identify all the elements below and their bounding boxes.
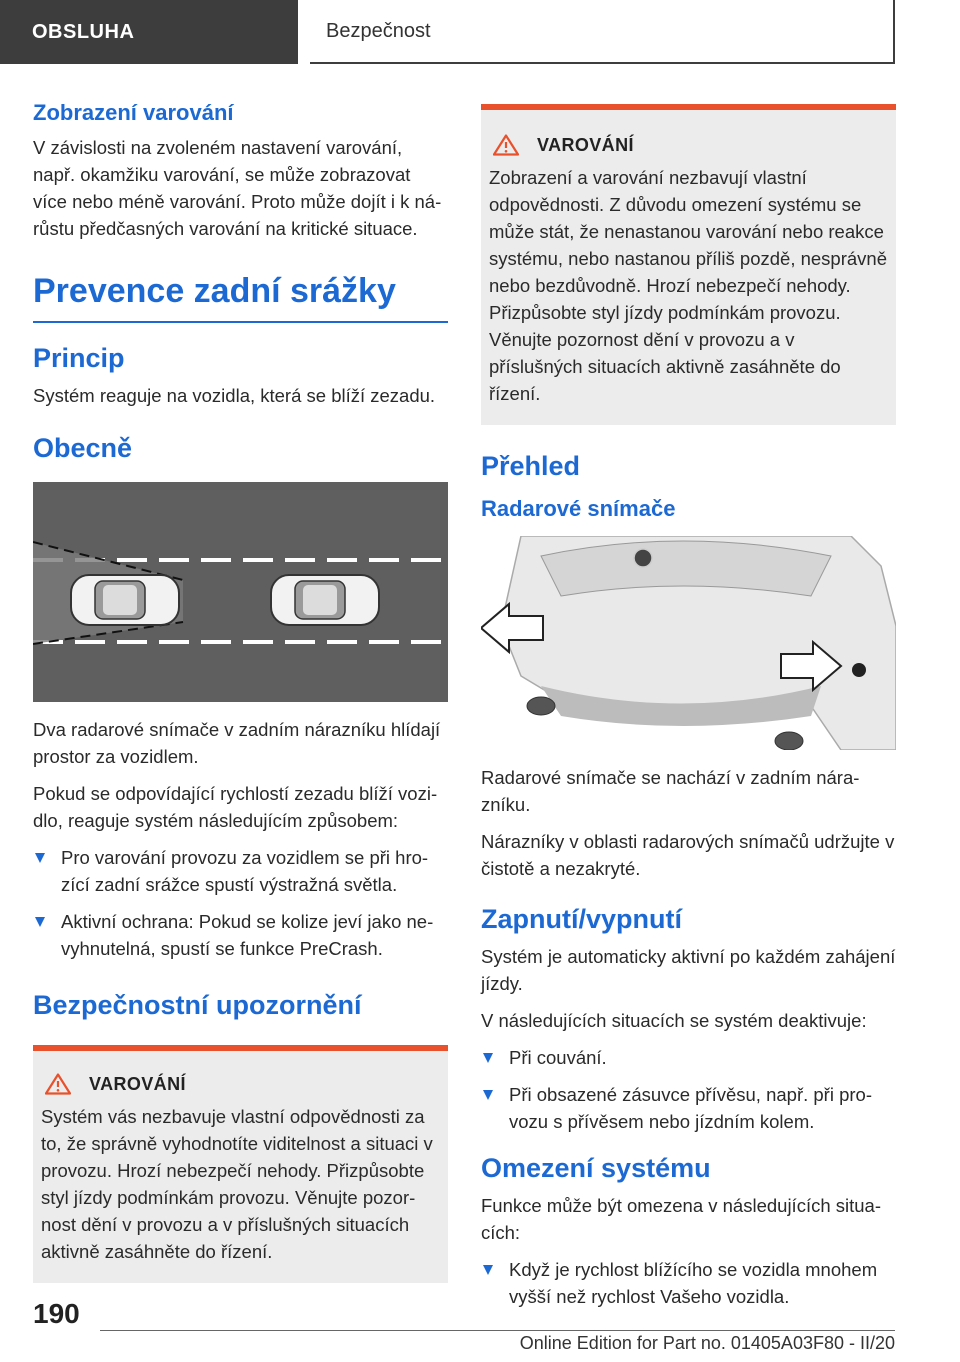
figure-caption: Dva radarové snímače v zadním nárazníku hlídají prostor za vozidlem. [33, 719, 441, 767]
warning-box [33, 1045, 448, 1283]
bullet-triangle-icon [483, 1053, 493, 1063]
rear-collision-diagram [33, 482, 448, 702]
bullet-triangle-icon [35, 853, 45, 863]
list-item: Při obsazené zásuvce přívěsu, např. při provozu s přívěsem nebo jízdním kolem. [481, 1081, 896, 1135]
overview-heading: Přehled [481, 451, 581, 481]
page-number: 190 [33, 1298, 80, 1329]
rear-bumper-diagram [481, 536, 896, 750]
footer-divider [100, 1330, 895, 1331]
radar-heading: Radarové snímače [481, 496, 676, 521]
safety-heading: Bezpečnostní upozornění [33, 990, 362, 1020]
general-heading: Obecně [33, 433, 133, 463]
list-item: Aktivní ochrana: Pokud se kolize jeví jako nevyhnutelná, spustí se funkce PreCrash. [33, 908, 448, 962]
limits-heading: Omezení systému [481, 1153, 711, 1183]
chapter-tab: OBSLUHA [0, 0, 298, 64]
own-car-icon [71, 575, 179, 625]
reaction-list [33, 844, 448, 962]
approaching-car-icon [271, 575, 379, 625]
display-warnings-heading: Zobrazení varování [33, 100, 234, 125]
bullet-triangle-icon [35, 917, 45, 927]
list-item: Při couvání. [481, 1044, 896, 1071]
limits-list [481, 1256, 896, 1310]
bullet-triangle-icon [483, 1265, 493, 1275]
radar-sensor-illustration [481, 536, 896, 750]
left-column [33, 100, 448, 1283]
deactivate-list [481, 1044, 896, 1135]
reaction-text: Pokud se odpovídající rychlostí zezadu blíží vozidlo, reaguje systém následujícím způsobem: [33, 783, 438, 831]
list-item: Když je rychlost blížícího se vozidla mnohem vyšší než rychlost Vašeho vozidla. [481, 1256, 896, 1310]
warning-triangle-icon [493, 134, 519, 156]
edition-text: Online Edition for Part no. 01405A03F80 - II/20 [519, 1333, 895, 1353]
list-item: Pro varování provozu za vozidlem se při hrozící zadní srážce spustí výstražná světla. [33, 844, 448, 898]
warning-box [481, 104, 896, 425]
onoff-text: Systém je automaticky aktivní po každém zahájení jízdy. [481, 946, 896, 994]
warning-text: Systém vás nezbavuje vlastní odpovědnosti za to, že správně vyhodnotíte viditelnost a situaci v provozu. Hrozí nebezpečí nehody. Přizpůsobte styl jízdy podmínkám provozu. Věnujte pozornost dění v provozu a v příslušných situacích aktivně zasáhněte do řízení. [41, 1106, 433, 1262]
section-title: Bezpečnost [310, 0, 895, 64]
principle-heading: Princip [33, 343, 125, 373]
deactivate-text: V následujících situacích se systém deaktivuje: [481, 1010, 867, 1031]
warning-triangle-icon [45, 1073, 71, 1095]
radar-care-text: Nárazníky v oblasti radarových snímačů udržujte v čistotě a nezakryté. [481, 831, 895, 879]
principle-text: Systém reaguje na vozidla, která se blíží zezadu. [33, 385, 436, 406]
warning-text: Zobrazení a varování nezbavují vlastní odpovědnosti. Z důvodu omezení systému se může stát, že nenastanou varování nebo reakce systému, nebo nastanou příliš pozdě, nesprávně nebo bezdůvodně. Hrozí nebezpečí nehody. Přizpůsobte styl jízdy podmínkám provozu. Věnujte pozornost dění v provozu a v příslušných situacích aktivně zasáhněte do řízení. [489, 167, 887, 404]
bullet-triangle-icon [483, 1090, 493, 1100]
onoff-heading: Zapnutí/vypnutí [481, 904, 682, 934]
warning-title: VAROVÁNÍ [493, 134, 888, 156]
radar-caption: Radarové snímače se nachází v zadním nárazníku. [481, 767, 860, 815]
main-title: Prevence zadní srážky [33, 272, 448, 323]
warning-title: VAROVÁNÍ [45, 1073, 440, 1095]
display-warnings-text: V závislosti na zvoleném nastavení varování, např. okamžiku varování, se může zobrazovat více nebo méně varování. Proto může dojít i k nárůstu předčasných varování na kritické situace. [33, 137, 442, 239]
limits-text: Funkce může být omezena v následujících situacích: [481, 1195, 882, 1243]
right-column [481, 104, 896, 1320]
radar-coverage-illustration [33, 482, 448, 702]
